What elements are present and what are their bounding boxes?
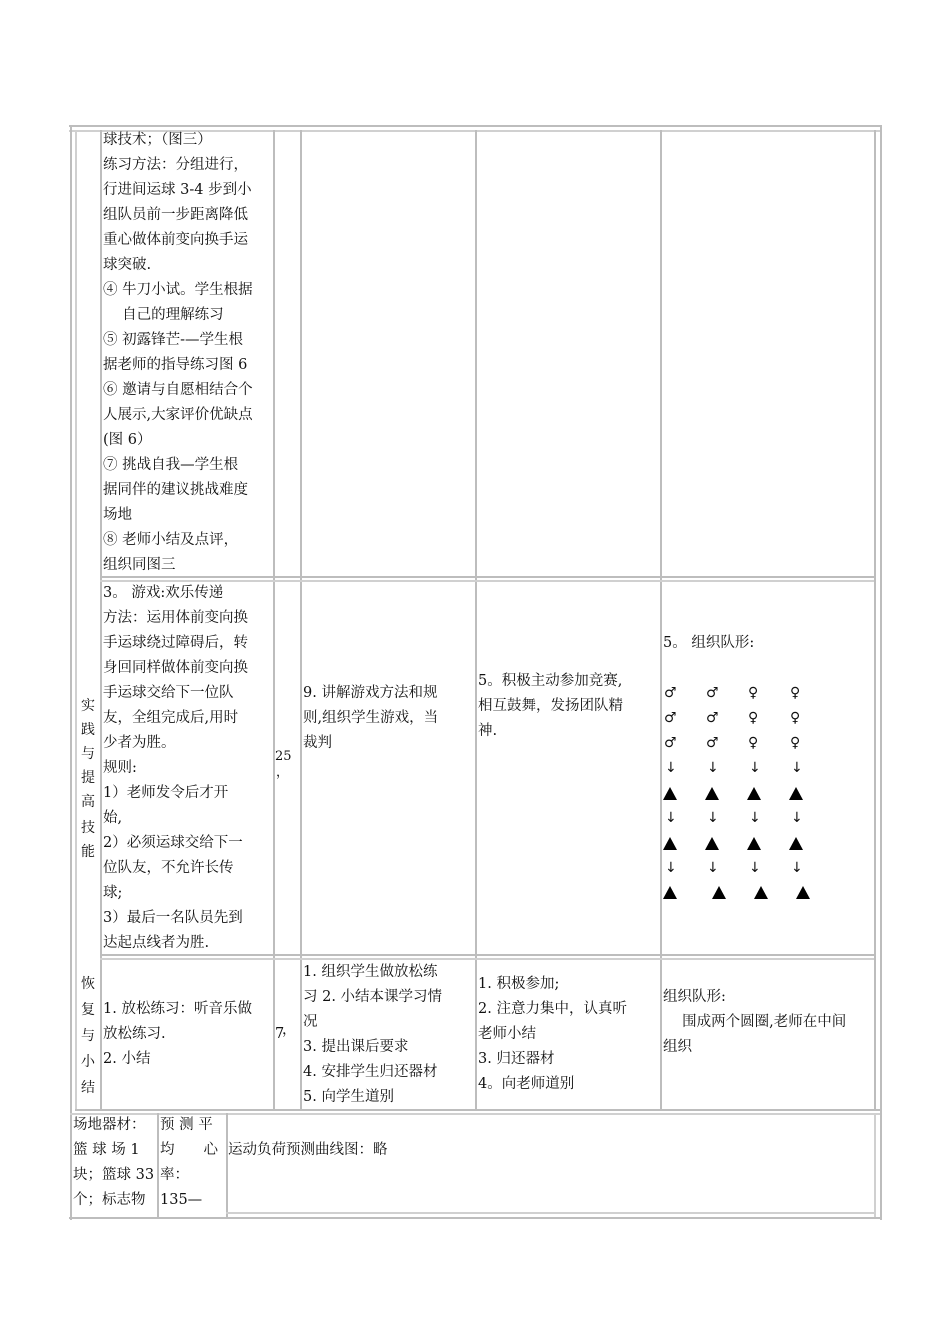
text-line: 组织同图三: [103, 557, 176, 573]
text-line: 3）最后一名队员先到: [103, 910, 243, 926]
text-line: 2）必须运球交给下一: [103, 835, 243, 851]
text-line: 2. 注意力集中，认真听: [478, 1001, 627, 1017]
arrow-down-icon: ↓: [749, 860, 761, 876]
text-line: 位队友，不允许长传: [103, 860, 234, 876]
text-line: 组织: [663, 1039, 692, 1055]
text-line: 组织队形:: [663, 989, 726, 1005]
border-left-inner: [75, 130, 77, 1110]
male-icon: ♂: [706, 710, 719, 726]
col-divider-2: [273, 130, 275, 1110]
text-line: 少者为胜。: [103, 735, 176, 751]
text-line: 1）老师发令后才开: [103, 785, 229, 801]
text-line: 1. 组织学生做放松练: [303, 964, 438, 980]
female-icon: ♀: [748, 710, 759, 726]
text-line: 行进间运球 3-4 步到小: [103, 182, 252, 198]
text-line: 放松练习.: [103, 1026, 166, 1042]
cone-marker-icon: [663, 886, 677, 899]
text-line: 达起点线者为胜.: [103, 935, 210, 951]
footer-bottom-inner: [226, 1212, 874, 1214]
text-line: 球;: [103, 885, 123, 901]
male-icon: ♂: [664, 685, 677, 701]
text-line: 块；篮球 33: [73, 1167, 155, 1183]
text-line: 况: [303, 1014, 318, 1030]
cone-marker-icon: [663, 837, 677, 850]
text-line: 场地器材：: [73, 1117, 146, 1133]
text-line: 135—: [160, 1192, 203, 1208]
text-line: 据老师的指导练习图 6: [103, 357, 248, 373]
section-char: 复: [81, 1002, 95, 1018]
section-char: 实: [81, 698, 95, 714]
load-curve-text: 运动负荷预测曲线图：略: [228, 1142, 388, 1158]
arrow-down-icon: ↓: [665, 810, 677, 826]
col-divider-6: [874, 130, 876, 1110]
text-line: 1. 放松练习：听音乐做: [103, 1001, 252, 1017]
arrow-down-icon: ↓: [665, 860, 677, 876]
female-icon: ♀: [790, 685, 801, 701]
female-icon: ♀: [748, 685, 759, 701]
row-divider-2b: [100, 958, 874, 960]
col-divider-4: [475, 130, 477, 1110]
footer-col-3: [874, 1113, 876, 1217]
text-line: 1. 积极参加;: [478, 976, 560, 992]
footer-col-1: [157, 1113, 159, 1217]
arrow-down-icon: ↓: [791, 760, 803, 776]
footer-col-2: [226, 1113, 228, 1217]
section-char: 恢: [81, 976, 95, 992]
section-char: 与: [81, 1028, 95, 1044]
border-left: [70, 125, 72, 1220]
text-line: 相互鼓舞，发扬团队精: [478, 698, 623, 714]
text-line: 5。积极主动参加竞赛,: [478, 673, 623, 689]
text-line: 据同伴的建议挑战难度: [103, 482, 248, 498]
text-line: 9. 讲解游戏方法和规: [303, 685, 438, 701]
border-top: [69, 125, 880, 127]
cone-marker-icon: [705, 837, 719, 850]
text-line: ⑥ 邀请与自愿相结合个: [103, 382, 253, 398]
text-line: 身回同样做体前变向换: [103, 660, 248, 676]
row2-time: 25: [275, 749, 292, 764]
text-line: 老师小结: [478, 1026, 536, 1042]
arrow-down-icon: ↓: [707, 760, 719, 776]
text-line: 人展示,大家评价优缺点: [103, 407, 253, 423]
text-line: ⑧ 老师小结及点评，: [103, 532, 239, 548]
cone-marker-icon: [705, 787, 719, 800]
cone-marker-icon: [747, 837, 761, 850]
text-line: 球技术；（图三）: [103, 132, 212, 148]
section-char: 与: [81, 746, 95, 762]
arrow-down-icon: ↓: [791, 860, 803, 876]
cone-marker-icon: [789, 787, 803, 800]
row-divider-2: [100, 954, 874, 956]
text-line: 个；标志物: [73, 1192, 146, 1208]
col-divider-1: [100, 130, 102, 1110]
col-divider-5: [660, 130, 662, 1110]
arrow-down-icon: ↓: [707, 810, 719, 826]
section-char: 技能: [81, 820, 95, 860]
text-line: 组队员前一步距离降低: [103, 207, 248, 223]
cone-marker-icon: [789, 837, 803, 850]
row3-time: 7: [275, 1026, 285, 1042]
text-line: 友，全组完成后,用时: [103, 710, 239, 726]
text-line: 2. 小结: [103, 1051, 151, 1067]
text-line: 手运球交给下一位队: [103, 685, 234, 701]
female-icon: ♀: [790, 710, 801, 726]
female-icon: ♀: [790, 735, 801, 751]
cone-marker-icon: [712, 886, 726, 899]
arrow-down-icon: ↓: [665, 760, 677, 776]
male-icon: ♂: [664, 735, 677, 751]
footer-bottom: [69, 1217, 880, 1219]
arrow-down-icon: ↓: [707, 860, 719, 876]
text-line: 则,组织学生游戏，当: [303, 710, 439, 726]
text-line: 始,: [103, 810, 123, 826]
border-right: [880, 125, 882, 1220]
text-line: 手运球绕过障碍后，转: [103, 635, 248, 651]
section-char: 小: [81, 1054, 95, 1070]
male-icon: ♂: [706, 735, 719, 751]
text-line: 篮 球 场 1: [73, 1142, 140, 1158]
arrow-down-icon: ↓: [749, 760, 761, 776]
text-line: 神.: [478, 723, 498, 739]
text-line: 预 测 平: [160, 1117, 213, 1133]
cone-marker-icon: [663, 787, 677, 800]
text-line: ⑦ 挑战自我—学生根: [103, 457, 239, 473]
arrow-down-icon: ↓: [791, 810, 803, 826]
section-char: 高: [81, 794, 95, 810]
row-divider-3: [75, 1109, 880, 1111]
text-line: 练习方法：分组进行，: [103, 157, 248, 173]
text-line: 裁判: [303, 735, 332, 751]
text-line: 均 心: [160, 1142, 218, 1158]
text-line: ⑤ 初露锋芒-—学生根: [103, 332, 244, 348]
text-line: 5. 向学生道别: [303, 1089, 394, 1105]
text-line: (图 6）: [103, 432, 152, 448]
text-line: 围成两个圆圈,老师在中间: [663, 1014, 847, 1030]
text-line: 方法：运用体前变向换: [103, 610, 248, 626]
text-line: ④ 牛刀小试。学生根据: [103, 282, 253, 298]
arrow-down-icon: ↓: [749, 810, 761, 826]
row2-time-mark: ，: [276, 765, 290, 780]
text-line: 3. 归还器材: [478, 1051, 555, 1067]
text-line: 自己的理解练习: [103, 307, 224, 323]
text-line: 规则:: [103, 760, 137, 776]
text-line: 4. 安排学生归还器材: [303, 1064, 438, 1080]
row3-time-mark: ，: [282, 1022, 297, 1038]
text-line: 3. 提出课后要求: [303, 1039, 409, 1055]
row-divider-1: [100, 576, 874, 578]
text-line: 率：: [160, 1167, 189, 1183]
col-divider-3: [300, 130, 302, 1110]
cone-marker-icon: [796, 886, 810, 899]
text-line: 习 2. 小结本课学习情: [303, 989, 443, 1005]
text-line: 重心做体前变向换手运: [103, 232, 248, 248]
section-char: 结: [81, 1080, 95, 1096]
formation-label: 5。 组织队形:: [663, 635, 755, 651]
text-line: 场地: [103, 507, 132, 523]
text-line: 球突破.: [103, 257, 152, 273]
male-icon: ♂: [664, 710, 677, 726]
section-char: 提: [81, 770, 95, 786]
text-line: 3。 游戏:欢乐传递: [103, 585, 224, 601]
cone-marker-icon: [754, 886, 768, 899]
male-icon: ♂: [706, 685, 719, 701]
cone-marker-icon: [747, 787, 761, 800]
section-char: 践: [81, 722, 95, 738]
female-icon: ♀: [748, 735, 759, 751]
text-line: 4。向老师道别: [478, 1076, 575, 1092]
